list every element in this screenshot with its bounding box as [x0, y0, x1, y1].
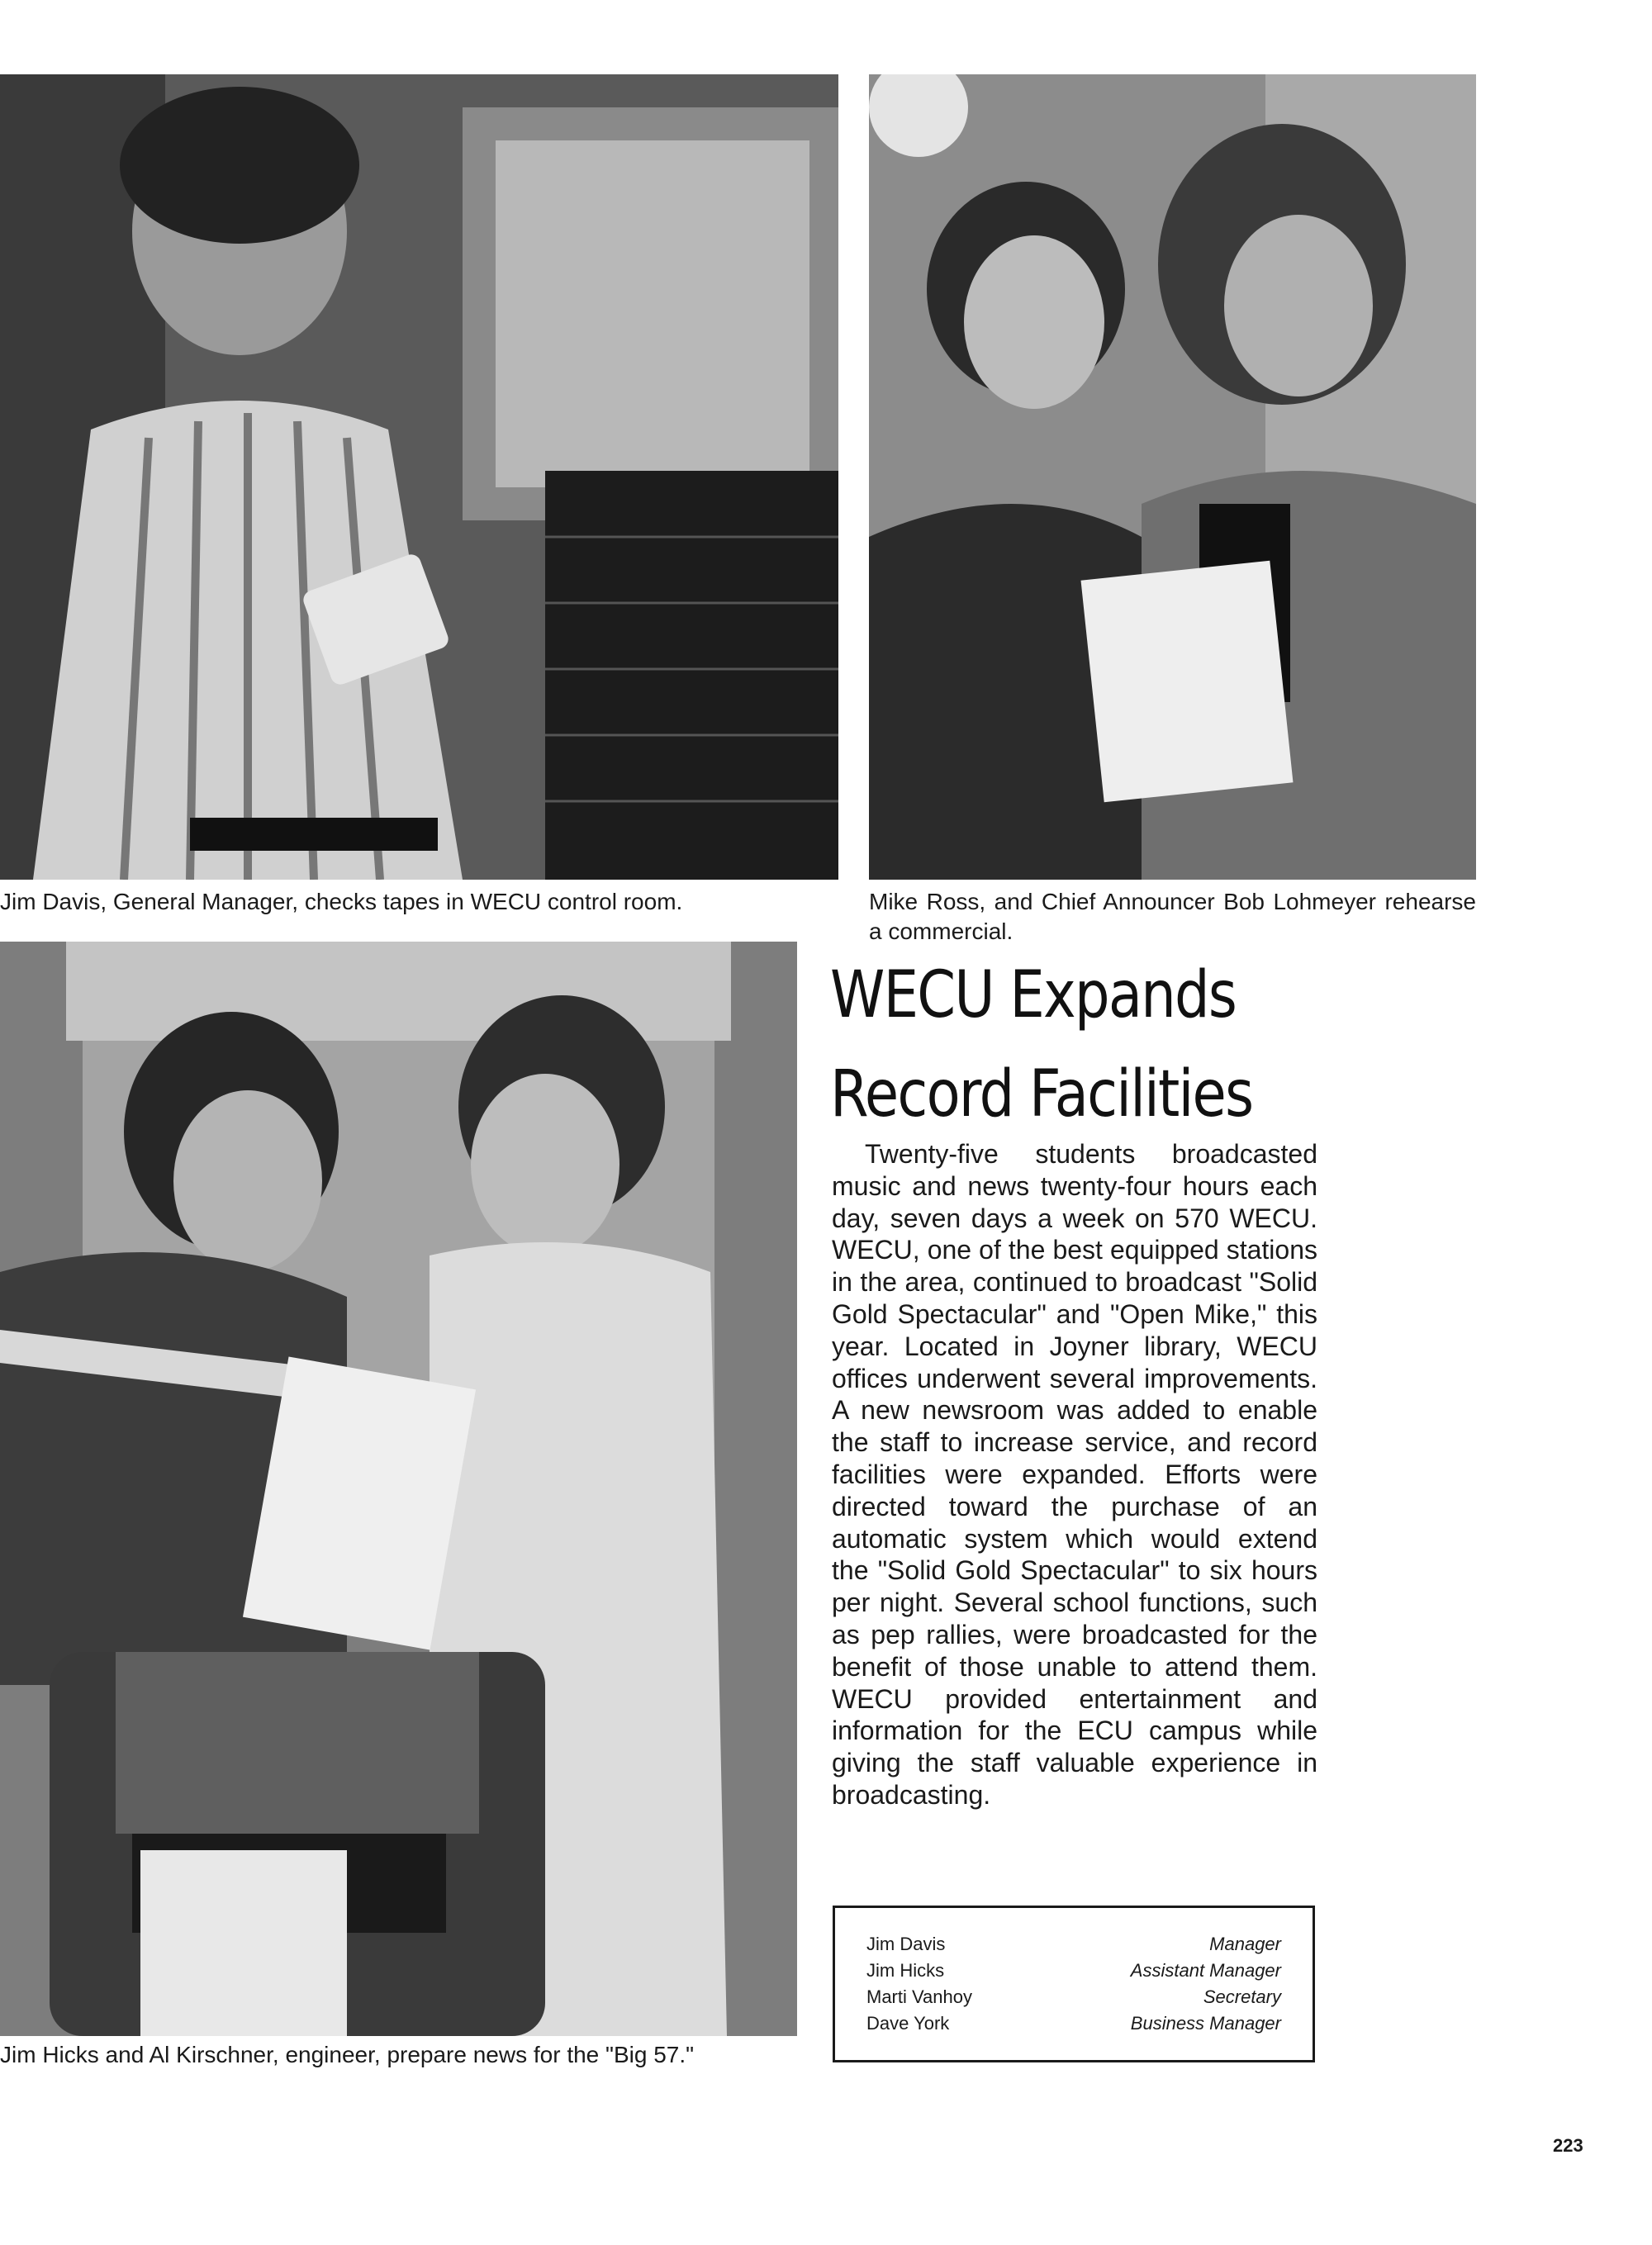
staff-title: Business Manager: [1130, 2013, 1281, 2034]
headline-line-2: Record Facilities: [830, 1057, 1253, 1132]
staff-row: [866, 1984, 1281, 2010]
caption-jim-hicks: Jim Hicks and Al Kirschner, engineer, prepare news for the "Big 57.": [0, 2042, 695, 2067]
staff-title: Assistant Manager: [1130, 1960, 1281, 1981]
staff-row: [866, 1958, 1281, 1984]
staff-title: Manager: [1209, 1934, 1281, 1954]
staff-name: Jim Hicks: [866, 1960, 945, 1981]
page-number: 223: [1553, 2135, 1583, 2156]
staff-roster-box: [833, 1906, 1315, 2062]
staff-row: [866, 2010, 1281, 2037]
article-body: Twenty-five students broadcasted music and news twenty-four hours each day, seven days a week on 570 WECU. WECU, one of the best equipped stations in the area, continued to broadcast "Solid Gold Spectacular" and "Open Mike," this year. Located in Joyner library, WECU offices underwent several improvements. A new newsroom was added to enable the staff to increase service, and record facilities were expanded. Efforts were directed toward the purchase of an automatic system which would extend the "Solid Gold Spectacular" to six hours per night. Several school functions, such as pep rallies, were broadcasted for the benefit of those unable to attend them. WECU provided entertainment and information for the ECU campus while giving the staff valuable experience in broadcasting.: [832, 1139, 1317, 1810]
caption-mike-ross: Mike Ross, and Chief Announcer Bob Lohmeyer rehearse a commercial.: [869, 889, 1476, 944]
staff-name: Jim Davis: [866, 1934, 946, 1954]
photo-jim-davis: [0, 74, 838, 880]
photo-mike-ross-bob-lohmeyer: [869, 74, 1476, 880]
staff-title: Secretary: [1203, 1986, 1281, 2007]
staff-row: [866, 1931, 1281, 1958]
headline-line-1: WECU Expands: [830, 958, 1237, 1032]
staff-name: Marti Vanhoy: [866, 1986, 972, 2007]
caption-jim-davis: Jim Davis, General Manager, checks tapes in WECU control room.: [0, 889, 683, 914]
staff-name: Dave York: [866, 2013, 950, 2034]
photo-jim-hicks-al-kirschner: [0, 942, 797, 2036]
